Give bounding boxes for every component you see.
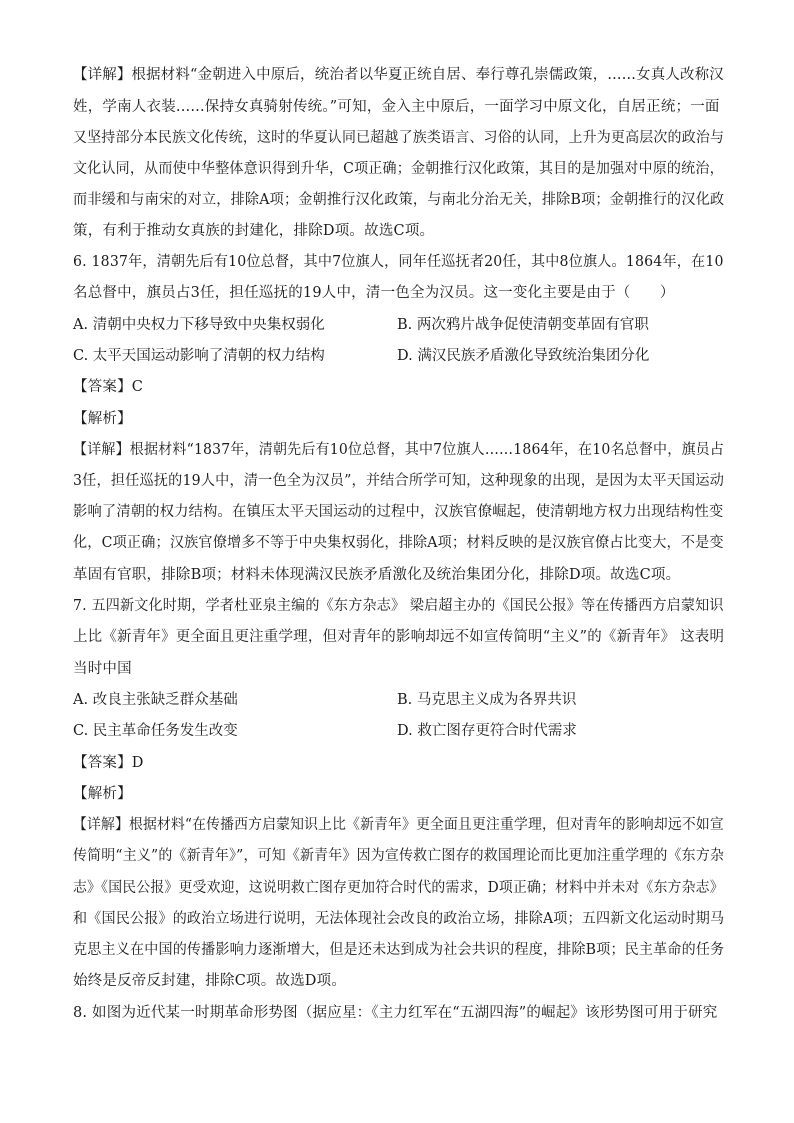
q7-detail-line: 【详解】根据材料“在传播西方启蒙知识上比《新青年》更全面且更注重学理，但对青年的影响却远不如宣	[73, 817, 724, 833]
q6-option-c: C. 太平天国运动影响了清朝的权力结构	[73, 348, 325, 364]
q7-detail-line: 始终是反帝反封建，排除C项。故选D项。	[73, 973, 347, 989]
q6-detail-line: 革固有官职，排除B项；材料未体现满汉民族矛盾激化及统治集团分化，排除D项。故选C项。	[73, 567, 681, 583]
q6-analysis-heading: 【解析】	[73, 411, 132, 427]
q7-detail-line: 志》《国民公报》更受欢迎，这说明救亡图存更加符合时代的需求，D项正确；材料中并未对《东方杂志》	[73, 880, 724, 896]
q5-detail-line: 而非缓和与南宋的对立，排除A项；金朝推行汉化政策，与南北分治无关，排除B项；金朝推行的汉化政	[73, 192, 725, 208]
q6-stem-line: 名总督中，旗员占3任，担任巡抚的19人中，清一色全为汉员。这一变化主要是由于（ ）	[73, 285, 675, 301]
q8-stem-line: 8. 如图为近代某一时期革命形势图（据应星：《主力红军在“五湖四海”的崛起》该形势图可用于研究	[73, 1005, 718, 1021]
q5-detail-line: 【详解】根据材料“金朝进入中原后，统治者以华夏正统自居、奉行尊孔崇儒政策，......女真人改称汉	[73, 67, 724, 83]
q7-detail-line: 传简明“主义”的《新青年》”，可知《新青年》因为宣传救亡图存的救国理论而比更加注重学理的《东方杂	[73, 848, 725, 864]
q5-detail-line: 文化认同，从而使中华整体意识得到升华，C项正确；金朝推行汉化政策，其目的是加强对中原的统治，	[73, 161, 724, 177]
q7-detail-line: 和《国民公报》的政治立场进行说明，无法体现社会改良的政治立场，排除A项；五四新文化运动时期马	[73, 911, 725, 927]
q7-option-c: C. 民主革命任务发生改变	[73, 723, 238, 739]
q6-detail-line: 3任，担任巡抚的19人中，清一色全为汉员”，并结合所学可知，这种现象的出现，是因为太平天国运动	[73, 473, 725, 489]
q6-detail-line: 化，C项正确；汉族官僚增多不等于中央集权弱化，排除A项；材料反映的是汉族官僚占比变大，不是变	[73, 535, 724, 551]
q7-analysis-heading: 【解析】	[73, 786, 132, 802]
q6-detail-line: 影响了清朝的权力结构。在镇压太平天国运动的过程中，汉族官僚崛起，使清朝地方权力出现结构性变	[73, 504, 724, 520]
q6-option-b: B. 两次鸦片战争促使清朝变革固有官职	[397, 317, 649, 333]
q7-stem-line: 当时中国	[73, 661, 132, 677]
q7-detail-line: 克思主义在中国的传播影响力逐渐增大，但是还未达到成为社会共识的程度，排除B项；民主革命的任务	[73, 942, 725, 958]
q5-detail-line: 策，有利于推动女真族的封建化，排除D项。故选C项。	[73, 223, 435, 239]
q6-detail-line: 【详解】根据材料“1837年，清朝先后有10位总督，其中7位旗人……1864年，在10名总督中，旗员占	[73, 442, 725, 458]
q7-option-d: D. 救亡图存更符合时代需求	[397, 723, 577, 739]
q7-option-a: A. 改良主张缺乏群众基础	[73, 692, 238, 708]
q7-option-b: B. 马克思主义成为各界共识	[397, 692, 577, 708]
q6-option-d: D. 满汉民族矛盾激化导致统治集团分化	[397, 348, 650, 364]
q7-answer: 【答案】D	[73, 755, 144, 771]
q6-option-a: A. 清朝中央权力下移导致中央集权弱化	[73, 317, 325, 333]
q5-detail-line: 又坚持部分本民族文化传统，这时的华夏认同已超越了族类语言、习俗的认同，上升为更高层次的政治与	[73, 130, 725, 146]
q5-detail-line: 姓，学南人衣装......保持女真骑射传统。”可知，金入主中原后，一面学习中原文化，自居正统；一面	[73, 99, 720, 115]
q7-stem-line: 7. 五四新文化时期，学者杜亚泉主编的《东方杂志》 梁启超主办的《国民公报》等在传播西方启蒙知识	[73, 598, 724, 614]
q6-stem-line: 6. 1837年，清朝先后有10位总督，其中7位旗人，同年任巡抚者20任，其中8位旗人。1864年，在10	[73, 254, 724, 270]
q7-stem-line: 上比《新青年》更全面且更注重学理，但对青年的影响却远不如宣传简明“主义”的《新青年》 这表明	[73, 629, 725, 645]
q6-answer: 【答案】C	[73, 379, 144, 395]
